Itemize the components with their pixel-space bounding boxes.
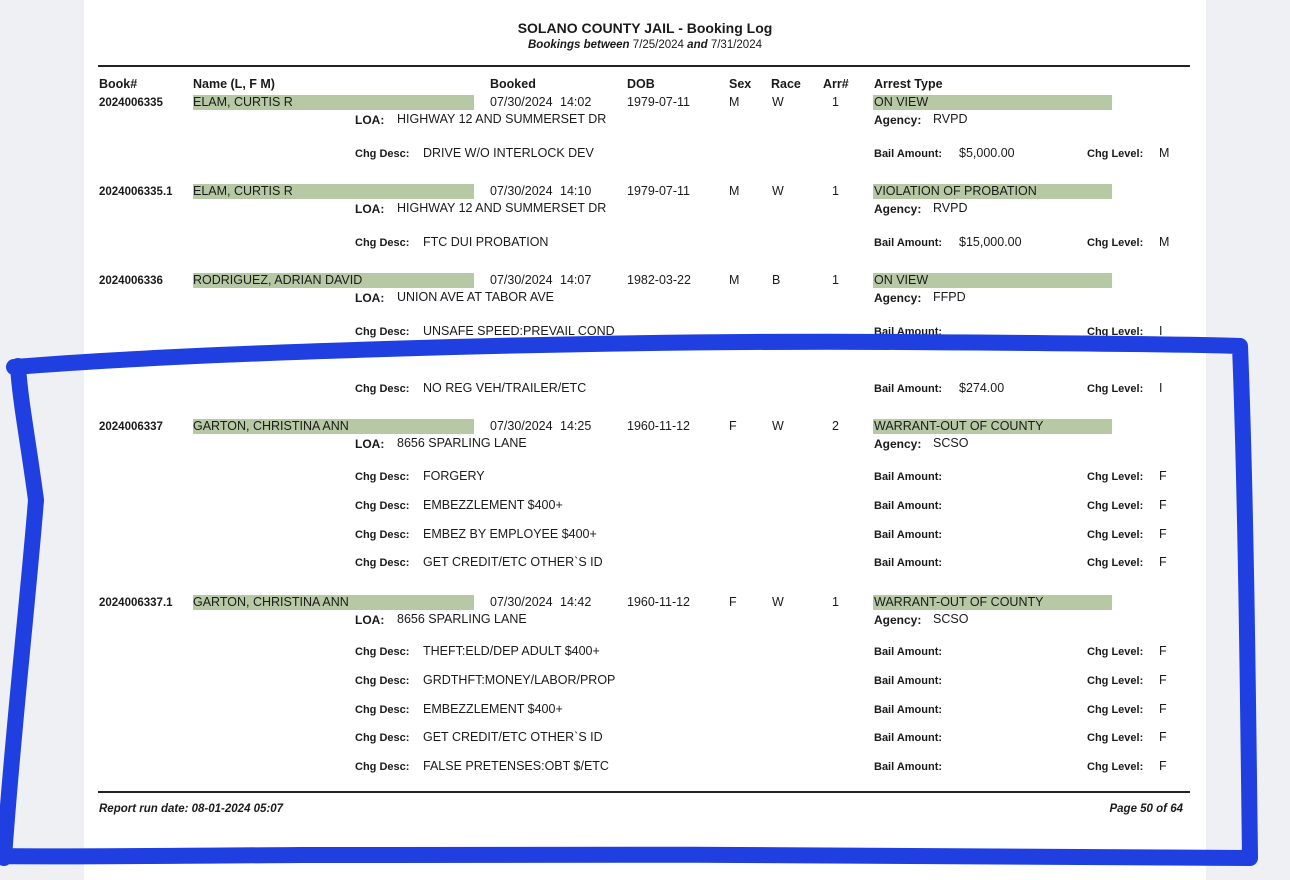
charge-level: M [1159, 235, 1170, 249]
bail-amount-label: Bail Amount: [874, 675, 943, 687]
charge-description: EMBEZZLEMENT $400+ [423, 702, 563, 716]
inmate-name: RODRIGUEZ, ADRIAN DAVID [193, 273, 363, 287]
booked-date: 07/30/2024 [490, 184, 553, 198]
charge-level: M [1159, 146, 1170, 160]
inmate-name: ELAM, CURTIS R [193, 95, 293, 109]
booked-date: 07/30/2024 [490, 95, 553, 109]
loa-value: UNION AVE AT TABOR AVE [397, 290, 554, 304]
booked-time: 14:02 [560, 95, 592, 109]
chg-level-label: Chg Level: [1087, 529, 1144, 541]
booking-number: 2024006335.1 [99, 186, 173, 198]
agency-label: Agency: [874, 291, 922, 305]
loa-value: HIGHWAY 12 AND SUMMERSET DR [397, 112, 607, 126]
arrest-count: 1 [832, 95, 839, 109]
sex-value: M [729, 95, 740, 109]
arrest-type: ON VIEW [874, 273, 929, 287]
arrest-type: VIOLATION OF PROBATION [874, 184, 1037, 198]
chg-desc-label: Chg Desc: [355, 237, 410, 249]
bail-amount-label: Bail Amount: [874, 383, 943, 395]
loa-value: HIGHWAY 12 AND SUMMERSET DR [397, 201, 607, 215]
chg-level-label: Chg Level: [1087, 704, 1144, 716]
race-value: W [772, 595, 784, 609]
chg-level-label: Chg Level: [1087, 761, 1144, 773]
arrest-type: ON VIEW [874, 95, 929, 109]
agency-value: FFPD [933, 290, 966, 304]
bail-amount-label: Bail Amount: [874, 732, 943, 744]
arrest-count: 1 [832, 595, 839, 609]
date-of-birth: 1960-11-12 [627, 419, 691, 433]
bail-amount: $274.00 [959, 381, 1005, 395]
bail-amount-label: Bail Amount: [874, 471, 943, 483]
col-booked: Booked [490, 77, 536, 91]
agency-label: Agency: [874, 202, 922, 216]
agency-label: Agency: [874, 613, 922, 627]
chg-desc-label: Chg Desc: [355, 704, 410, 716]
bail-amount-label: Bail Amount: [874, 326, 943, 338]
col-name: Name (L, F M) [193, 77, 275, 91]
sex-value: F [729, 419, 737, 433]
charge-level: F [1159, 555, 1167, 569]
charge-level: I [1159, 381, 1163, 395]
charge-description: FORGERY [423, 469, 485, 483]
inmate-name: GARTON, CHRISTINA ANN [193, 419, 349, 433]
charge-description: GET CREDIT/ETC OTHER`S ID [423, 555, 603, 569]
loa-label: LOA: [355, 437, 385, 451]
loa-label: LOA: [355, 613, 385, 627]
chg-level-label: Chg Level: [1087, 732, 1144, 744]
charge-description: GET CREDIT/ETC OTHER`S ID [423, 730, 603, 744]
chg-desc-label: Chg Desc: [355, 148, 410, 160]
charge-level: F [1159, 644, 1167, 658]
bail-amount-label: Bail Amount: [874, 557, 943, 569]
date-of-birth: 1982-03-22 [627, 273, 691, 287]
chg-level-label: Chg Level: [1087, 557, 1144, 569]
sex-value: F [729, 595, 737, 609]
chg-level-label: Chg Level: [1087, 500, 1144, 512]
loa-value: 8656 SPARLING LANE [397, 612, 527, 626]
col-sex: Sex [729, 77, 752, 91]
bail-amount-label: Bail Amount: [874, 529, 943, 541]
booked-time: 14:10 [560, 184, 592, 198]
charge-description: THEFT:ELD/DEP ADULT $400+ [423, 644, 600, 658]
agency-value: RVPD [933, 112, 968, 126]
date-of-birth: 1979-07-11 [627, 184, 691, 198]
chg-desc-label: Chg Desc: [355, 761, 410, 773]
booked-date: 07/30/2024 [490, 595, 553, 609]
loa-value: 8656 SPARLING LANE [397, 436, 527, 450]
bail-amount-label: Bail Amount: [874, 704, 943, 716]
charge-level: F [1159, 730, 1167, 744]
chg-desc-label: Chg Desc: [355, 500, 410, 512]
bail-amount: $15,000.00 [959, 235, 1022, 249]
charge-description: EMBEZZLEMENT $400+ [423, 498, 563, 512]
booking-number: 2024006335 [99, 97, 163, 109]
chg-level-label: Chg Level: [1087, 675, 1144, 687]
agency-label: Agency: [874, 437, 922, 451]
booking-number: 2024006337 [99, 421, 163, 433]
booking-number: 2024006337.1 [99, 597, 173, 609]
booked-date: 07/30/2024 [490, 419, 553, 433]
race-value: W [772, 184, 784, 198]
inmate-name: ELAM, CURTIS R [193, 184, 293, 198]
charge-description: GRDTHFT:MONEY/LABOR/PROP [423, 673, 616, 687]
report-subtitle: Bookings between 7/25/2024 and 7/31/2024 [527, 39, 762, 51]
charge-level: F [1159, 498, 1167, 512]
inmate-name: GARTON, CHRISTINA ANN [193, 595, 349, 609]
page-number: Page 50 of 64 [1109, 803, 1183, 815]
chg-level-label: Chg Level: [1087, 237, 1144, 249]
booking-number: 2024006336 [99, 275, 163, 287]
chg-level-label: Chg Level: [1087, 471, 1144, 483]
charge-description: UNSAFE SPEED:PREVAIL COND [423, 324, 615, 338]
report-title: SOLANO COUNTY JAIL - Booking Log [517, 20, 773, 36]
charge-description: DRIVE W/O INTERLOCK DEV [423, 146, 594, 160]
charge-level: I [1159, 324, 1163, 338]
agency-value: SCSO [933, 612, 969, 626]
charge-level: F [1159, 527, 1167, 541]
bail-amount-label: Bail Amount: [874, 646, 943, 658]
bail-amount-label: Bail Amount: [874, 237, 943, 249]
date-of-birth: 1960-11-12 [627, 595, 691, 609]
charge-level: F [1159, 469, 1167, 483]
chg-desc-label: Chg Desc: [355, 383, 410, 395]
charge-description: FALSE PRETENSES:OBT $/ETC [423, 759, 609, 773]
loa-label: LOA: [355, 202, 385, 216]
chg-desc-label: Chg Desc: [355, 557, 410, 569]
bail-amount-label: Bail Amount: [874, 500, 943, 512]
agency-label: Agency: [874, 113, 922, 127]
agency-value: RVPD [933, 201, 968, 215]
date-of-birth: 1979-07-11 [627, 95, 691, 109]
report-run-date: Report run date: 08-01-2024 05:07 [99, 803, 284, 815]
chg-desc-label: Chg Desc: [355, 646, 410, 658]
chg-desc-label: Chg Desc: [355, 471, 410, 483]
charge-description: EMBEZ BY EMPLOYEE $400+ [423, 527, 597, 541]
bail-amount-label: Bail Amount: [874, 148, 943, 160]
race-value: B [772, 273, 781, 287]
booked-date: 07/30/2024 [490, 273, 553, 287]
col-dob: DOB [627, 77, 655, 91]
sex-value: M [729, 273, 740, 287]
chg-desc-label: Chg Desc: [355, 675, 410, 687]
chg-level-label: Chg Level: [1087, 383, 1144, 395]
charge-level: F [1159, 673, 1167, 687]
charge-description: NO REG VEH/TRAILER/ETC [423, 381, 587, 395]
sex-value: M [729, 184, 740, 198]
arrest-count: 1 [832, 184, 839, 198]
agency-value: SCSO [933, 436, 969, 450]
chg-desc-label: Chg Desc: [355, 529, 410, 541]
charge-description: FTC DUI PROBATION [423, 235, 549, 249]
col-arrest-type: Arrest Type [874, 77, 943, 91]
charge-level: F [1159, 759, 1167, 773]
chg-level-label: Chg Level: [1087, 646, 1144, 658]
chg-level-label: Chg Level: [1087, 326, 1144, 338]
arrest-count: 1 [832, 273, 839, 287]
booked-time: 14:25 [560, 419, 592, 433]
col-race: Race [771, 77, 801, 91]
marker-stroke [0, 342, 1250, 858]
arrest-count: 2 [832, 419, 839, 433]
charge-level: F [1159, 702, 1167, 716]
race-value: W [772, 419, 784, 433]
col-arr: Arr# [823, 77, 849, 91]
chg-desc-label: Chg Desc: [355, 732, 410, 744]
bail-amount-label: Bail Amount: [874, 761, 943, 773]
arrest-type: WARRANT-OUT OF COUNTY [874, 595, 1044, 609]
booked-time: 14:07 [560, 273, 592, 287]
col-book: Book# [99, 77, 138, 91]
loa-label: LOA: [355, 113, 385, 127]
chg-desc-label: Chg Desc: [355, 326, 410, 338]
race-value: W [772, 95, 784, 109]
arrest-type: WARRANT-OUT OF COUNTY [874, 419, 1044, 433]
chg-level-label: Chg Level: [1087, 148, 1144, 160]
booked-time: 14:42 [560, 595, 592, 609]
bail-amount: $5,000.00 [959, 146, 1015, 160]
loa-label: LOA: [355, 291, 385, 305]
